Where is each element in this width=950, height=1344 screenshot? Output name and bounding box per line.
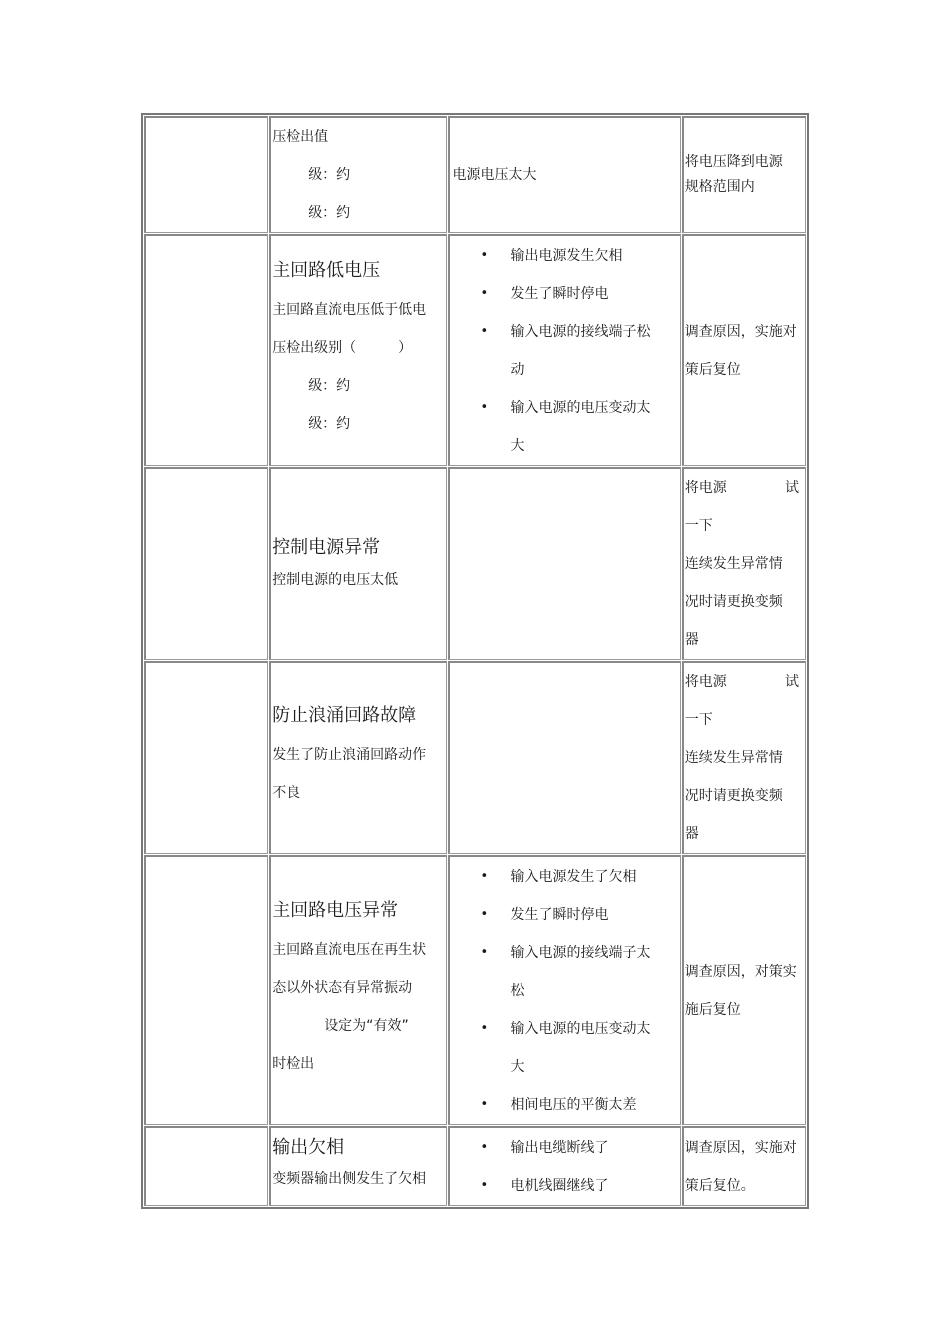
remedy-text: 试 bbox=[785, 674, 799, 690]
remedy-cell bbox=[682, 1126, 806, 1206]
remedy-line: 连续发生异常情 bbox=[684, 750, 783, 766]
cause-item: • 输入电源的电压变动太 bbox=[452, 1010, 679, 1048]
table-row bbox=[144, 467, 806, 660]
remedy-text: 将电源 bbox=[684, 480, 727, 496]
fault-title: 输出欠相 bbox=[272, 1136, 345, 1158]
cause-continuation-text: 大 bbox=[510, 1058, 525, 1075]
cause-item: • 输入电源的接线端子太 bbox=[452, 934, 679, 972]
cause-cell bbox=[448, 1126, 680, 1206]
fault-title: 主回路电压异常 bbox=[272, 899, 399, 921]
fault-table bbox=[141, 113, 809, 1209]
remedy-line: 调查原因，实施对 bbox=[684, 323, 797, 340]
remedy-line: 调查原因，实施对 bbox=[684, 1139, 797, 1156]
remedy-cell bbox=[682, 661, 806, 854]
remedy-line: 调查原因，对策实 bbox=[684, 963, 797, 980]
remedy-line: 将电压降到电源 bbox=[684, 154, 783, 170]
cause-cell bbox=[448, 234, 680, 466]
code-cell bbox=[144, 661, 268, 854]
remedy-line: 一下 bbox=[684, 712, 713, 728]
cause-text: 电源电压太大 bbox=[452, 167, 537, 183]
description-cell bbox=[269, 467, 447, 660]
cause-item: • 输出电缆断线了 bbox=[452, 1129, 679, 1167]
remedy-line: 策后复位 bbox=[684, 361, 741, 378]
description-cell bbox=[269, 1126, 447, 1206]
cause-continuation-text: 动 bbox=[510, 361, 525, 378]
fault-title: 主回路低电压 bbox=[272, 259, 381, 281]
table-row bbox=[144, 855, 806, 1125]
cause-item: • 输入电源发生了欠相 bbox=[452, 858, 679, 896]
cause-item-continuation bbox=[452, 1048, 679, 1086]
description-line: 设定为“有效” bbox=[324, 1017, 409, 1034]
cause-item: • 相间电压的平衡太差 bbox=[452, 1086, 679, 1124]
description-cell bbox=[269, 661, 447, 854]
code-cell bbox=[144, 234, 268, 466]
cause-item: • 输入电源的电压变动太 bbox=[452, 389, 679, 427]
cause-cell bbox=[448, 467, 680, 660]
description-line: 发生了防止浪涌回路动作 bbox=[272, 747, 427, 763]
description-line: 变频器输出侧发生了欠相 bbox=[272, 1170, 427, 1187]
cause-item-continuation bbox=[452, 972, 679, 1010]
description-line: 压检出值 bbox=[272, 129, 329, 145]
description-line: 级：约 bbox=[308, 377, 351, 394]
description-line: 压检出级别（ ） bbox=[272, 339, 413, 356]
code-cell bbox=[144, 467, 268, 660]
remedy-line: 况时请更换变频 bbox=[684, 788, 783, 804]
remedy-cell bbox=[682, 855, 806, 1125]
code-cell bbox=[144, 855, 268, 1125]
remedy-line: 器 bbox=[684, 632, 699, 648]
description-line: 级：约 bbox=[308, 167, 351, 183]
cause-item: • 发生了瞬时停电 bbox=[452, 896, 679, 934]
remedy-cell bbox=[682, 467, 806, 660]
remedy-line: 况时请更换变频 bbox=[684, 594, 783, 610]
code-cell bbox=[144, 116, 268, 233]
remedy-line: 一下 bbox=[684, 518, 713, 534]
description-line: 主回路直流电压低于低电 bbox=[272, 301, 427, 318]
remedy-line: 施后复位 bbox=[684, 1001, 741, 1018]
fault-title: 防止浪涌回路故障 bbox=[272, 705, 417, 726]
cause-continuation-text: 松 bbox=[510, 982, 525, 999]
remedy-line bbox=[685, 469, 805, 507]
remedy-line: 策后复位。 bbox=[684, 1177, 755, 1194]
cause-item: • 输出电源发生欠相 bbox=[452, 237, 679, 275]
description-cell bbox=[269, 855, 447, 1125]
description-cell bbox=[269, 116, 447, 233]
description-line: 级：约 bbox=[308, 205, 351, 221]
cause-list bbox=[452, 237, 679, 465]
remedy-line: 器 bbox=[684, 826, 699, 842]
cause-continuation-text: 大 bbox=[510, 437, 525, 454]
remedy-cell bbox=[682, 234, 806, 466]
remedy-cell bbox=[682, 116, 806, 233]
table-row bbox=[144, 116, 806, 233]
cause-cell bbox=[448, 661, 680, 854]
cause-item: • 电机线圈继线了 bbox=[452, 1167, 679, 1205]
cause-list bbox=[452, 858, 679, 1124]
table-row bbox=[144, 234, 806, 466]
remedy-line: 规格范围内 bbox=[684, 179, 755, 195]
cause-cell bbox=[448, 855, 680, 1125]
table-row bbox=[144, 661, 806, 854]
cause-cell bbox=[448, 116, 680, 233]
remedy-text: 试 bbox=[785, 480, 799, 496]
description-line: 时检出 bbox=[272, 1055, 315, 1072]
remedy-line: 连续发生异常情 bbox=[684, 556, 783, 572]
cause-item-continuation bbox=[452, 427, 679, 465]
remedy-text: 将电源 bbox=[684, 674, 727, 690]
fault-title: 控制电源异常 bbox=[272, 537, 381, 558]
description-line: 主回路直流电压在再生状 bbox=[272, 941, 427, 958]
description-cell bbox=[269, 234, 447, 466]
code-cell bbox=[144, 1126, 268, 1206]
cause-item: • 发生了瞬时停电 bbox=[452, 275, 679, 313]
cause-item: • 输入电源的接线端子松 bbox=[452, 313, 679, 351]
cause-list bbox=[452, 1129, 679, 1205]
description-line: 不良 bbox=[272, 785, 301, 801]
description-line: 态以外状态有异常振动 bbox=[272, 979, 413, 996]
table-row bbox=[144, 1126, 806, 1206]
description-line: 控制电源的电压太低 bbox=[272, 572, 399, 588]
cause-item-continuation bbox=[452, 351, 679, 389]
remedy-line bbox=[685, 663, 805, 701]
description-line: 级：约 bbox=[308, 415, 351, 432]
